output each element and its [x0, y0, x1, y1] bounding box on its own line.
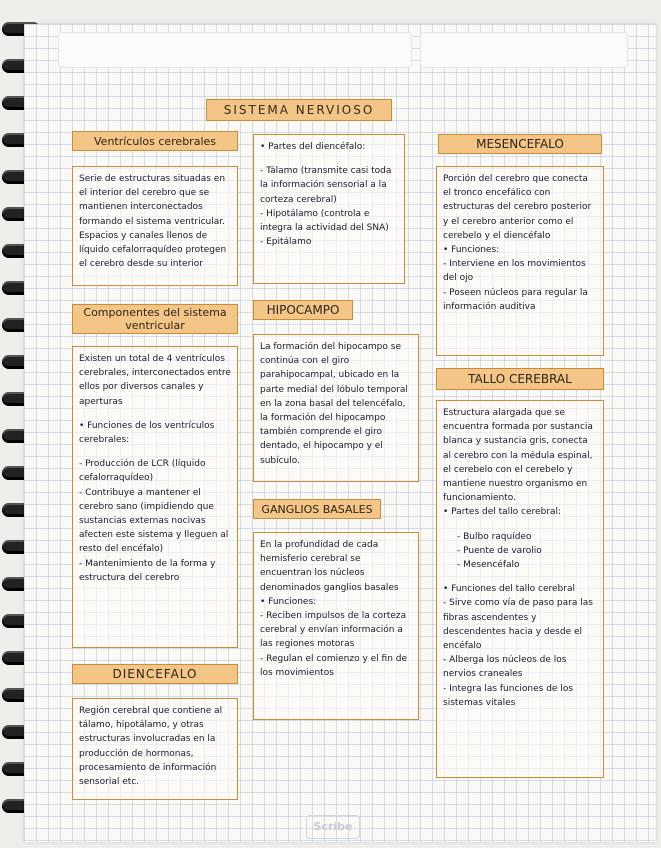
ventriculos-body: Serie de estructuras situadas en el interior del cerebro que se mantienen interconectados formando el sistema ventricular. Espacios y canales llenos de líquido cefalorraquídeo protegen el cerebro desde su interior	[79, 174, 227, 270]
mesencefalo-funciones-title: • Funciones:	[443, 245, 500, 256]
page-header-field-left	[58, 32, 412, 68]
mesencefalo-item: - Poseen núcleos para regular la información auditiva	[443, 287, 588, 312]
componentes-item: - Contribuye a mantener el cerebro sano (impidiendo que sustancias externas nocivas afecten este sistema y lleguen al resto del encéfalo)	[79, 487, 229, 555]
ganglios-item: - Reciben impulsos de la corteza cerebral y envían información a las regiones motoras	[260, 611, 407, 650]
ventriculos-header: Ventrículos cerebrales	[72, 131, 238, 151]
tallo-parte: - Puente de varolio	[457, 545, 542, 556]
ventriculos-box	[72, 166, 238, 286]
hipocampo-body: La formación del hipocampo se continúa con el giro parahipocampal, ubicado en la parte medial del lóbulo temporal en la zona basal del telencéfalo, la formación del hipocampo también comprende el giro dentado, el hipocampo y el subículo.	[260, 342, 408, 466]
tallo-parte: - Bulbo raquídeo	[457, 531, 532, 542]
componentes-header: Componentes del sistema ventricular	[72, 304, 238, 334]
ganglios-item: - Regulan el comienzo y el fin de los movimientos	[260, 653, 408, 678]
diencefalo-body: Región cerebral que contiene al tálamo, hipotálamo, y otras estructuras involucradas en la producción de hormonas, procesamiento de información sensorial etc.	[79, 706, 223, 788]
tallo-body: Estructura alargada que se encuentra formada por sustancia blanca y sustancia gris, conecta al cerebro con la médula espinal, el cerebelo con el cerebelo y mantiene nuestro organismo en funcionamiento.	[443, 408, 593, 504]
ganglios-funciones-title: • Funciones:	[260, 596, 317, 607]
hipocampo-box	[253, 334, 419, 482]
mesencefalo-box	[436, 166, 604, 356]
tallo-parte: - Mesencéfalo	[457, 560, 520, 571]
page-header-field-right	[420, 32, 628, 68]
componentes-box	[72, 346, 238, 648]
ganglios-box	[253, 532, 419, 720]
componentes-item: - Mantenimiento de la forma y estructura del cerebro	[79, 558, 216, 583]
partes-diencefalo-item: - Tálamo (transmite casi toda la información sensorial a la corteza cerebral)	[260, 166, 392, 205]
partes-diencefalo-item: - Epitálamo	[260, 237, 312, 248]
componentes-intro: Existen un total de 4 ventrículos cerebrales, interconectados entre ellos por diversos canales y aperturas	[79, 354, 231, 407]
componentes-funciones-title: • Funciones de los ventrículos cerebrales:	[79, 420, 215, 446]
mesencefalo-header: MESENCEFALO	[438, 134, 602, 154]
diencefalo-header: DIENCEFALO	[72, 664, 238, 684]
tallo-funcion: - Integra las funciones de los sistemas vitales	[443, 683, 574, 708]
ganglios-intro: En la profundidad de cada hemisferio cerebral se encuentran los núcleos denominados ganglios basales	[260, 540, 399, 593]
tallo-box	[436, 400, 604, 778]
hipocampo-header: HIPOCAMPO	[253, 300, 353, 320]
tallo-funcion: - Sirve como vía de paso para las fibras ascendentes y descendentes hacia y desde el encéfalo	[443, 598, 593, 652]
diencefalo-box	[72, 698, 238, 800]
partes-diencefalo-item: - Hipotálamo (controla e integra la actividad del SNA)	[260, 208, 389, 234]
componentes-item: - Producción de LCR (líquido cefalorraquídeo)	[79, 459, 206, 484]
tallo-header: TALLO CEREBRAL	[436, 368, 604, 390]
ganglios-header: GANGLIOS BASALES	[253, 499, 381, 519]
partes-diencefalo-title: • Partes del diencéfalo:	[260, 142, 366, 152]
mesencefalo-item: - Interviene en los movimientos del ojo	[443, 259, 586, 284]
scribe-watermark: Scribe	[306, 815, 360, 839]
mesencefalo-body: Porción del cerebro que conecta el tronco encefálico con estructuras del cerebro posterior y el cerebro anterior como el cerebelo y el diencéfalo	[443, 174, 592, 241]
page-title: SISTEMA NERVIOSO	[206, 99, 392, 121]
tallo-partes-title: • Partes del tallo cerebral:	[443, 507, 562, 518]
partes-diencefalo-box	[253, 134, 405, 284]
tallo-funciones-title: • Funciones del tallo cerebral	[443, 584, 575, 595]
tallo-funcion: - Alberga los núcleos de los nervios craneales	[443, 655, 567, 680]
